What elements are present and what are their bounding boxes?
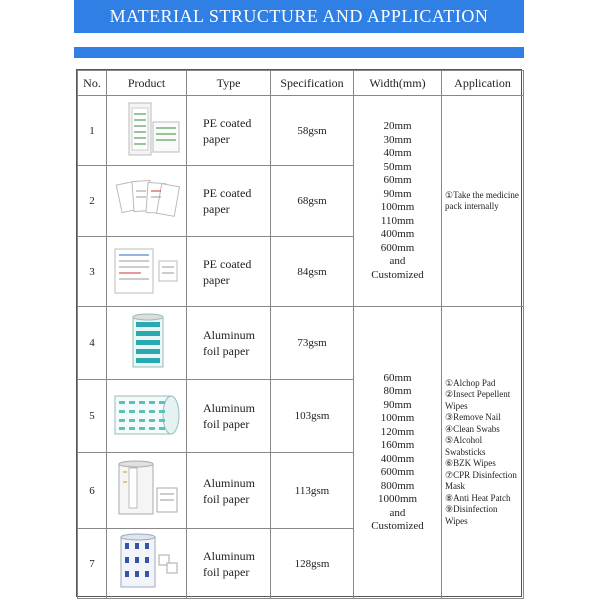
product-spec: 84gsm bbox=[271, 237, 354, 307]
product-spec: 103gsm bbox=[271, 380, 354, 453]
product-spec: 113gsm bbox=[271, 453, 354, 529]
product-type: PE coated paper bbox=[187, 237, 271, 307]
application-item: ③Remove Nail bbox=[445, 412, 501, 423]
application-item: ①Take the medicine pack internally bbox=[445, 189, 519, 211]
width-item: 600mm bbox=[380, 241, 415, 254]
application-item: ①Alchop Pad bbox=[445, 377, 496, 388]
foil-roll-icon bbox=[111, 533, 183, 591]
material-table-frame bbox=[76, 69, 522, 597]
width-item: Customized bbox=[371, 520, 424, 532]
width-item: 110mm bbox=[380, 214, 415, 227]
foil-roll-icon bbox=[111, 460, 183, 518]
width-item: 20mm bbox=[383, 120, 412, 132]
width-item: 80mm bbox=[383, 385, 412, 397]
row-number: 7 bbox=[78, 529, 107, 599]
foil-roll-icon bbox=[111, 386, 183, 444]
product-image bbox=[107, 453, 187, 529]
product-spec: 73gsm bbox=[271, 307, 354, 380]
width-item: 800mm bbox=[380, 479, 415, 492]
product-image bbox=[107, 237, 187, 307]
paper-pouches-icon bbox=[111, 171, 183, 229]
application-group-2 bbox=[442, 307, 524, 599]
product-type: Aluminum foil paper bbox=[187, 529, 271, 599]
application-item: ⑧Anti Heat Patch bbox=[445, 492, 511, 503]
product-image bbox=[107, 529, 187, 599]
header-width: Width(mm) bbox=[354, 71, 442, 96]
width-item: 60mm bbox=[383, 371, 412, 384]
application-item: ⑤Alcohol Swabsticks bbox=[445, 435, 486, 457]
foil-roll-icon bbox=[111, 313, 183, 371]
product-type: PE coated paper bbox=[187, 166, 271, 237]
width-list bbox=[356, 120, 439, 282]
product-spec: 128gsm bbox=[271, 529, 354, 599]
row-number: 3 bbox=[78, 237, 107, 307]
width-item: 60mm bbox=[383, 174, 412, 186]
material-table bbox=[77, 70, 524, 599]
width-item: and bbox=[389, 255, 406, 267]
width-item: and bbox=[389, 506, 406, 519]
table-header-row bbox=[78, 71, 524, 96]
row-number: 2 bbox=[78, 166, 107, 237]
application-item: ⑨Disinfection Wipes bbox=[445, 504, 498, 526]
width-item: 40mm bbox=[383, 147, 412, 159]
paper-roll-icon bbox=[111, 100, 183, 158]
width-item: 400mm bbox=[380, 452, 415, 465]
application-item: ⑦CPR Disinfection Mask bbox=[445, 469, 517, 492]
row-number: 5 bbox=[78, 380, 107, 453]
width-item: 600mm bbox=[380, 466, 415, 478]
header-specification: Specification bbox=[271, 71, 354, 96]
table-row bbox=[78, 96, 524, 166]
width-list-group-2 bbox=[354, 307, 442, 599]
application-item: ⑥BZK Wipes bbox=[445, 458, 496, 469]
width-item: 90mm bbox=[383, 398, 412, 411]
product-spec: 58gsm bbox=[271, 96, 354, 166]
page-title-banner bbox=[74, 0, 524, 33]
row-number: 4 bbox=[78, 307, 107, 380]
product-type: PE coated paper bbox=[187, 96, 271, 166]
printed-pouch-icon bbox=[111, 241, 183, 299]
page-title: MATERIAL STRUCTURE AND APPLICATION bbox=[109, 6, 489, 26]
product-image bbox=[107, 166, 187, 237]
row-number: 6 bbox=[78, 453, 107, 529]
application-item: ②Insect Pepellent Wipes bbox=[445, 389, 511, 411]
header-type: Type bbox=[187, 71, 271, 96]
header-no: No. bbox=[78, 71, 107, 96]
product-type: Aluminum foil paper bbox=[187, 380, 271, 453]
product-image bbox=[107, 96, 187, 166]
width-item: 50mm bbox=[383, 160, 412, 173]
application-list bbox=[445, 378, 521, 528]
width-item: 120mm bbox=[380, 425, 415, 438]
product-image bbox=[107, 380, 187, 453]
width-item: Customized bbox=[371, 268, 424, 281]
width-list-group-1 bbox=[354, 96, 442, 307]
application-list bbox=[445, 190, 521, 213]
header-application: Application bbox=[442, 71, 524, 96]
width-item: 1000mm bbox=[377, 493, 418, 505]
width-list bbox=[356, 372, 439, 534]
accent-bar bbox=[74, 47, 524, 58]
width-item: 100mm bbox=[380, 412, 415, 424]
product-spec: 68gsm bbox=[271, 166, 354, 237]
application-group-1 bbox=[442, 96, 524, 307]
application-item: ④Clean Swabs bbox=[445, 423, 500, 434]
product-type: Aluminum foil paper bbox=[187, 307, 271, 380]
width-item: 30mm bbox=[383, 133, 412, 146]
width-item: 90mm bbox=[383, 187, 412, 200]
row-number: 1 bbox=[78, 96, 107, 166]
width-item: 160mm bbox=[380, 439, 415, 451]
product-image bbox=[107, 307, 187, 380]
header-product: Product bbox=[107, 71, 187, 96]
table-row bbox=[78, 307, 524, 380]
width-item: 100mm bbox=[380, 201, 415, 213]
width-item: 400mm bbox=[380, 228, 415, 240]
product-type: Aluminum foil paper bbox=[187, 453, 271, 529]
